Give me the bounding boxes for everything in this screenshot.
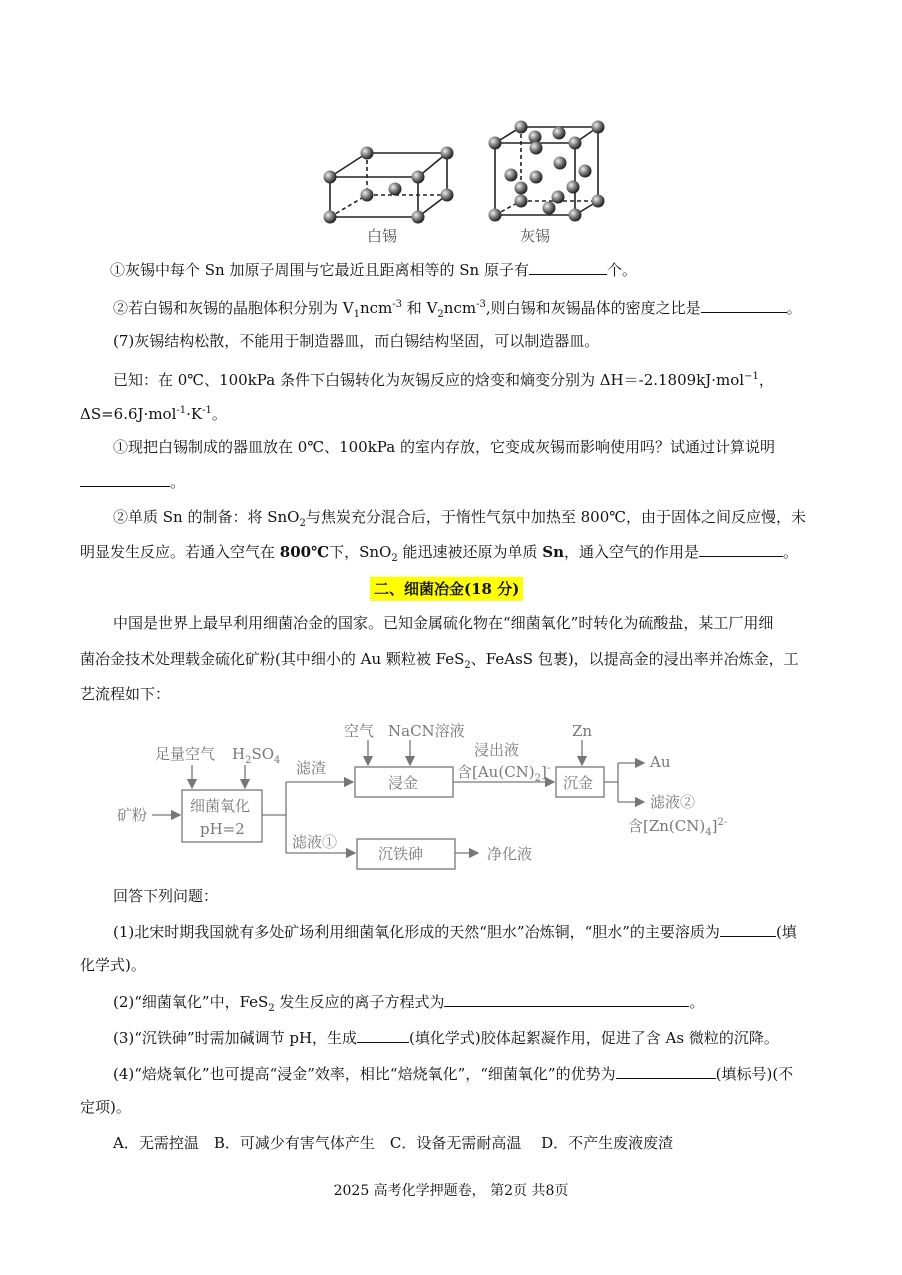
- leach-label: 浸金: [388, 774, 419, 792]
- known-conditions-line1: 已知：在 0℃、100kPa 条件下白锡转化为灰锡反应的焓变和熵变分别为 ΔH＝-2.1809kJ·mol$^{-1}$，: [113, 371, 774, 389]
- answer-blank[interactable]: [357, 1026, 409, 1043]
- question-7-statement: (7)灰锡结构松散，不能用于制造器皿，而白锡结构坚固，可以制造器皿。: [113, 332, 600, 350]
- bio-oxidation-label: 细菌氧化: [190, 797, 251, 815]
- filtrate2-label: 滤液②: [650, 793, 696, 811]
- purified-liquid-label: 净化液: [487, 845, 533, 863]
- question-7-sub2-line2: 明显发生反应。若通入空气在 800℃下，SnO$_2$ 能迅速被还原为单质 Sn，通入空气的作用是 。: [80, 540, 825, 570]
- answer-blank[interactable]: [616, 1062, 716, 1079]
- ore-powder-label: 矿粉: [117, 806, 148, 824]
- h2so4-label: $H_2SO_4$: [232, 745, 281, 766]
- question-7-sub2-line1: ②单质 Sn 的制备：将 SnO$_2$与焦炭充分混合后，于惰性气氛中加热至 800℃，由于固体之间反应慢，未: [113, 508, 807, 529]
- question-7-1-coordination: ①灰锡中每个 Sn 加原子周围与它最近且距离相等的 Sn 原子有 个。: [110, 258, 855, 281]
- process-flowchart: [110, 715, 760, 875]
- answer-blank[interactable]: [80, 470, 170, 487]
- question-1-line2: 化学式)。: [80, 956, 146, 974]
- section2-intro-line1: 中国是世界上最早利用细菌冶金的国家。已知金属硫化物在“细菌氧化”时转化为硫酸盐，某工厂用细: [113, 614, 774, 632]
- question-4-line2: 定项)。: [80, 1098, 131, 1116]
- answer-blank[interactable]: [720, 920, 776, 937]
- question-7-sub1-answer: 。: [80, 470, 825, 493]
- question-4-line1: (4)“焙烧氧化”也可提高“浸金”效率，相比“焙烧氧化”，“细菌氧化”的优势为 (填标号)(不: [113, 1062, 858, 1085]
- nacn-label: NaCN溶液: [388, 722, 465, 740]
- air-label: 空气: [344, 722, 375, 740]
- gray-tin-label: 灰锡: [520, 227, 551, 245]
- question-7-2-density-ratio: ②若白锡和灰锡的晶胞体积分别为 $V_1ncm^{-3}$ 和 $V_2ncm^{-3}$,则白锡和灰锡晶体的密度之比是 。: [113, 294, 858, 326]
- filtrate2-contains-label: 含$[Zn(CN)_4]^{2-}$: [628, 817, 728, 838]
- known-conditions-line2: $\Delta S=6.6J\cdot mol^{-1}\cdot K^{-1}$。: [80, 405, 227, 423]
- excess-air-label: 足量空气: [155, 745, 216, 763]
- question-1-line1: (1)北宋时期我国就有多处矿场利用细菌氧化形成的天然“胆水”冶炼铜，“胆水”的主要溶质为 (填: [113, 920, 858, 943]
- section2-intro-line2: 菌冶金技术处理载金硫化矿粉(其中细小的 Au 颗粒被 FeS$_2$、FeAsS 包裹)，以提高金的浸出率并冶炼金，工: [80, 650, 799, 671]
- white-tin-atoms: [324, 147, 454, 224]
- answer-blank[interactable]: [444, 990, 689, 1007]
- question-4-options: A．无需控温 B．可减少有害气体产生 C．设备无需耐高温 D．不产生废液废渣: [113, 1134, 674, 1152]
- ph-label: pH=2: [200, 820, 245, 838]
- section-title: 二、细菌冶金(18 分): [370, 577, 523, 601]
- zn-label: Zn: [572, 722, 593, 740]
- filtrate1-label: 滤液①: [292, 833, 338, 851]
- leachate-label: 浸出液: [474, 741, 520, 759]
- au-label: Au: [650, 753, 671, 771]
- question-3: (3)“沉铁砷”时需加碱调节 pH，生成 (填化学式)胶体起絮凝作用，促进了含 As 微粒的沉降。: [113, 1026, 858, 1049]
- white-tin-cell: [330, 153, 447, 217]
- precipitate-gold-label: 沉金: [563, 774, 594, 792]
- page-footer: 2025 高考化学押题卷， 第2页 共8页: [333, 1183, 569, 1199]
- iron-arsenic-label: 沉铁砷: [378, 845, 424, 863]
- answer-blank[interactable]: [529, 258, 607, 275]
- question-7-sub1: ①现把白锡制成的器皿放在 0℃、100kPa 的室内存放，它变成灰锡而影响使用吗？试通过计算说明: [113, 438, 775, 456]
- question-2: (2)“细菌氧化”中，FeS$_2$ 发生反应的离子方程式为 。: [113, 990, 858, 1020]
- residue-label: 滤渣: [296, 759, 327, 777]
- answer-blank[interactable]: [699, 540, 783, 557]
- section2-intro-line3: 艺流程如下：: [80, 685, 171, 703]
- leachate-contains-label: 含$[Au(CN)_2]^-$: [457, 763, 551, 784]
- answer-blank[interactable]: [701, 296, 787, 313]
- answer-prompt: 回答下列问题：: [113, 887, 219, 905]
- crystal-structure-figure: [315, 115, 615, 250]
- white-tin-label: 白锡: [367, 227, 398, 245]
